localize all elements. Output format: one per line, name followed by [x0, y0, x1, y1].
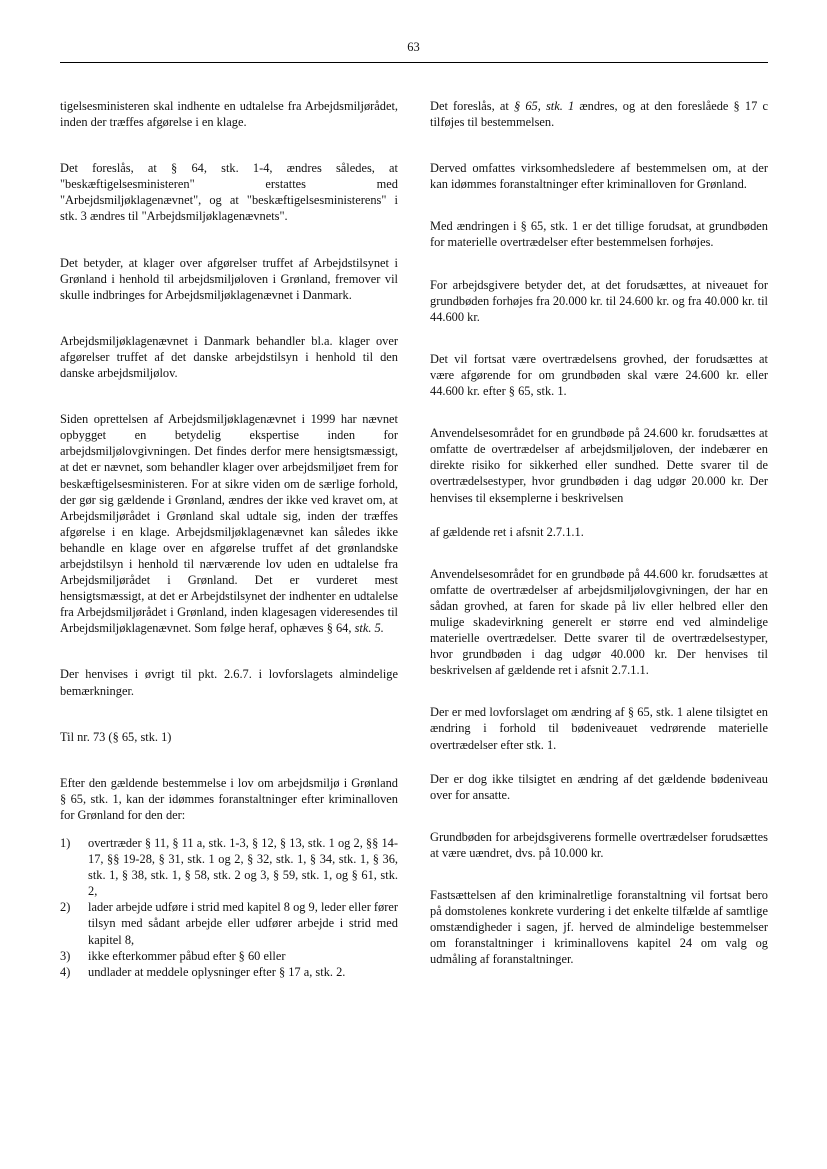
paragraph: Arbejdsmiljøklagenævnet i Danmark behandler bl.a. klager over afgørelser truffet af det danske arbejdstilsyn i henhold til den danske arbejdsmiljølov.	[60, 333, 398, 381]
paragraph: Derved omfattes virksomhedsledere af bestemmelsen om, at der kan idømmes foranstaltninger efter kriminalloven for Grønland.	[430, 161, 768, 192]
list-item	[60, 899, 398, 947]
list-item	[60, 964, 398, 980]
paragraph: tigelsesministeren skal indhente en udtalelse fra Arbejdsmiljørådet, inden der træffes afgørelse i en klage.	[60, 99, 398, 130]
section-heading: Til nr. 73 (§ 65, stk. 1)	[60, 729, 172, 744]
paragraph: Efter den gældende bestemmelse i lov om arbejdsmiljø i Grønland § 65, stk. 1, kan der idømmes foranstaltninger efter kriminalloven for Grønland for den der:	[60, 775, 398, 822]
italic-reference: stk. 5.	[354, 621, 384, 636]
list-item-text: lader arbejde udføre i strid med kapitel 8 og 9, leder eller fører tilsyn med sådant arbejde eller udfører arbejde i strid med kapitel 8,	[88, 900, 398, 947]
paragraph: Det betyder, at klager over afgørelser truffet af Arbejdstilsynet i Grønland i henhold til arbejdsmiljøloven i Grønland, fremover vil skulle indbringes for Arbejdsmiljøklagenævnet i Danmark.	[60, 255, 398, 302]
paragraph: Anvendelsesområdet for en grundbøde på 24.600 kr. forudsættes at omfatte de overtrædelser af arbejdsmiljøloven, der indebærer en direkte risiko for sikkerhed eller sundhed. Dette svarer til de overtrædelsestyper, hvor grundbøden i dag udgør 20.000 kr. Der henvises til eksemplerne i beskrivelsen	[430, 426, 768, 505]
page-number: 63	[407, 40, 420, 54]
paragraph: af gældende ret i afsnit 2.7.1.1.	[430, 524, 584, 539]
paragraph: Der er dog ikke tilsigtet en ændring af det gældende bødeniveau over for ansatte.	[430, 771, 768, 802]
paragraph: For arbejdsgivere betyder det, at det forudsættes, at niveauet for grundbøden forhøjes fra 20.000 kr. til 24.600 kr. og fra 40.000 kr. til 44.600 kr.	[430, 277, 768, 324]
paragraph	[60, 411, 398, 636]
list-item-number: 3)	[60, 948, 71, 963]
paragraph-text: Det foreslås, at	[430, 99, 514, 113]
paragraph: Fastsættelsen af den kriminalretlige foranstaltning vil fortsat bero på domstolenes konkrete vurdering i det enkelte tilfælde af samtlige omstændigheder i sagen, jf. herved de almindelige bestemmelser om foranstaltninger i kriminallovens kapitel 24 om valg og udmåling af foranstaltninger.	[430, 888, 768, 967]
paragraph-text: ændres, og at den foreslåede § 17 c tilføjes til bestemmelsen.	[430, 99, 768, 130]
list-item	[60, 948, 398, 964]
paragraph: Der henvises i øvrigt til pkt. 2.6.7. i lovforslagets almindelige bemærkninger.	[60, 667, 398, 698]
numbered-list	[60, 835, 398, 980]
italic-reference: § 65, stk. 1	[513, 99, 575, 113]
paragraph	[430, 98, 768, 130]
left-column	[60, 98, 398, 980]
paragraph: Det vil fortsat være overtrædelsens grovhed, der forudsættes at være afgørende for om grundbøden skal være 24.600 kr. eller 44.600 kr. efter § 65, stk. 1.	[430, 351, 768, 399]
header-rule	[60, 62, 768, 63]
list-item-number: 1)	[60, 836, 71, 850]
list-item-text: undlader at meddele oplysninger efter § 17 a, stk. 2.	[88, 964, 346, 979]
paragraph: Anvendelsesområdet for en grundbøde på 44.600 kr. forudsættes at omfatte de overtrædelser af arbejdsmiljølovgivningen, der har en sådan grovhed, at faren for skade på liv eller helbred eller den mulige skadevirkning generelt er større end ved almindelige materielle overtrædelser. Dette svarer til de overtrædelsestyper, hvor grundbøden i dag udgør 40.000 kr. Der henvises til beskrivelsen af gældende ret i afsnit 2.7.1.1.	[430, 566, 768, 678]
paragraph: Med ændringen i § 65, stk. 1 er det tillige forudsat, at grundbøden for materielle overtrædelser efter bestemmelsen forhøjes.	[430, 219, 768, 250]
list-item-text: overtræder § 11, § 11 a, stk. 1-3, § 12, § 13, stk. 1 og 2, §§ 14-17, §§ 19-28, § 31, stk. 1 og 2, § 32, stk. 1, § 34, stk. 1, § 36, stk. 1, § 38, stk. 1, § 58, stk. 2 og 3, § 59, stk. 1, og § 61, stk. 2,	[88, 836, 398, 899]
paragraph-text: Siden oprettelsen af Arbejdsmiljøklagenævnet i 1999 har nævnet opbygget en betydelig ekspertise inden for arbejdsmiljølovgivningen. Det findes derfor mere hensigtsmæssigt, at det er nævnet, som behandler klager over arbejdsmiljøet frem for beskæftigelsesministeren. For at sikre viden om de særlige forhold, der gør sig gældende i Grønland, ændres der ikke ved kravet om, at Arbejdsmiljørådet i Grønland skal udtale sig, inden der træffes afgørelse i en klage. Arbejdsmiljøklagenævnet kan således ikke behandle en klage over en afgørelse truffet af det grønlandske arbejdstilsyn i henhold til nærværende lov uden en udtalelse fra Arbejdsmiljørådet i Grønland. Det er vurderet mest hensigtsmæssigt, at det er Arbejdstilsynet der indhenter en udtalelse fra Arbejdsmiljørådet i Grønland, inden klagesagen videresendes til Arbejdsmiljøklagenævnet. Som følge heraf, ophæves § 64,	[60, 412, 398, 636]
list-item-number: 4)	[60, 964, 71, 979]
paragraph: Grundbøden for arbejdsgiverens formelle overtrædelser forudsættes at være uændret, dvs. på 10.000 kr.	[430, 829, 768, 860]
right-column	[430, 98, 768, 967]
paragraph: Det foreslås, at § 64, stk. 1-4, ændres således, at "beskæftigelsesministeren" erstattes med "Arbejdsmiljøklagenævnet", og at "beskæftigelsesministerens" i stk. 3 ændres til "Arbejdsmiljøklagenævnets".	[60, 161, 398, 224]
list-item-number: 2)	[60, 900, 71, 915]
list-item	[60, 835, 398, 899]
list-item-text: ikke efterkommer påbud efter § 60 eller	[88, 948, 286, 963]
paragraph: Der er med lovforslaget om ændring af § 65, stk. 1 alene tilsigtet en ændring i forhold til bødeniveauet vedrørende materielle overtrædelser efter stk. 1.	[430, 705, 768, 752]
